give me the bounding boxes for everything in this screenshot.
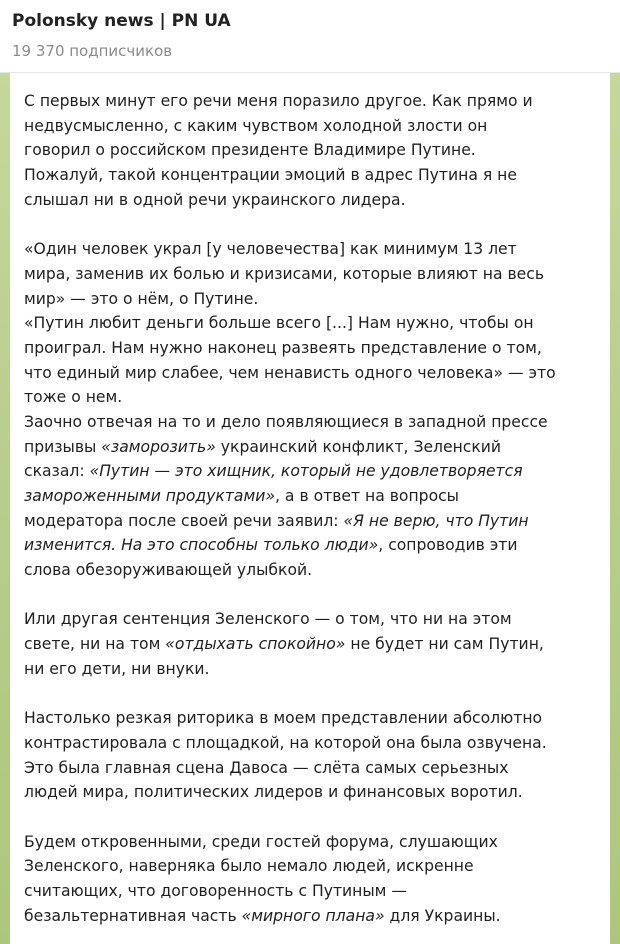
message-line	[24, 361, 594, 386]
italic-quote: замороженными продуктами»	[24, 487, 276, 505]
text-segment: безальтернативная часть	[24, 906, 242, 925]
italic-quote: «мирного плана»	[241, 906, 385, 925]
text-segment: Или другая сентенция Зеленского — о том, что ни на этом	[24, 610, 512, 629]
text-segment: что единый мир слабее, чем ненависть одного человека» — это	[24, 363, 556, 382]
text-segment: контрастировала с площадкой, на которой она была озвучена.	[24, 733, 547, 752]
message-line	[24, 287, 594, 312]
text-segment: недвусмысленно, с каким чувством холодной злости он	[24, 116, 488, 135]
message-line	[24, 114, 594, 139]
message-line	[24, 657, 594, 682]
message-line	[24, 459, 594, 484]
message-line	[24, 706, 594, 731]
text-segment: для Украины.	[384, 906, 501, 925]
text-segment: мира, заменив их болью и кризисами, которые влияют на весь	[24, 264, 545, 283]
text-segment: проиграл. Нам нужно наконец развеять представление о том,	[24, 338, 542, 357]
message-text	[24, 89, 594, 928]
text-segment: слышал ни в одной речи украинского лидера.	[24, 190, 406, 209]
message-line	[24, 632, 594, 657]
text-segment: С первых минут его речи меня поразило другое. Как прямо и	[24, 92, 533, 110]
text-segment: украинский конфликт, Зеленский	[215, 437, 502, 456]
text-segment: слова обезоруживающей улыбкой.	[24, 561, 313, 580]
message-line	[24, 780, 594, 805]
text-segment: «Один человек украл [у человечества] как минимум 13 лет	[24, 240, 517, 259]
message-line	[24, 385, 594, 410]
message-line	[24, 435, 594, 460]
text-segment: Будем откровенными, среди гостей форума, слушающих	[24, 832, 498, 851]
message-line	[24, 879, 594, 904]
message-line	[24, 830, 594, 855]
message-line	[24, 533, 594, 558]
italic-quote: «заморозить»	[101, 437, 216, 456]
italic-quote: «Путин — это хищник, который не удовлетворяется	[89, 462, 523, 481]
italic-quote: «Я не верю, что Путин	[343, 511, 529, 530]
message-line	[24, 904, 594, 929]
message-line	[24, 410, 594, 435]
message-line	[24, 163, 594, 188]
text-segment: ни его дети, ни внуки.	[24, 659, 210, 678]
text-segment: говорил о российском президенте Владимире Путине.	[24, 141, 476, 160]
text-segment: Пожалуй, такой концентрации эмоций в адрес Путина я не	[24, 166, 517, 185]
text-segment: Заочно отвечая на то и дело появляющиеся в западной прессе	[24, 412, 548, 431]
text-segment: мир» — это о нём, о Путине.	[24, 289, 259, 308]
text-segment: Это была главная сцена Давоса — слёта самых серьезных	[24, 758, 509, 777]
italic-quote: изменится. На это способны только люди»	[24, 536, 379, 555]
text-segment: призывы	[24, 437, 102, 456]
text-segment: сказал:	[24, 462, 90, 481]
text-segment: Настолько резкая риторика в моем представлении абсолютно	[24, 709, 543, 728]
chat-background	[0, 73, 620, 944]
message-line	[24, 237, 594, 262]
message-line	[24, 484, 594, 509]
message-line	[24, 731, 594, 756]
text-segment: людей мира, политических лидеров и финансовых воротил.	[24, 783, 523, 802]
paragraph-gap	[24, 805, 594, 830]
message-line	[24, 188, 594, 213]
text-segment: «Путин любит деньги больше всего [...] Нам нужно, чтобы он	[24, 314, 534, 333]
message-line	[24, 336, 594, 361]
message-line	[24, 89, 594, 114]
text-segment: , а в ответ на вопросы	[275, 487, 459, 505]
channel-title[interactable]: Polonsky news | PN UA	[12, 11, 231, 31]
text-segment: свете, ни на том	[24, 635, 166, 654]
text-segment: Зеленского, наверняка было немало людей, искренне	[24, 857, 474, 876]
channel-header[interactable]	[0, 0, 620, 73]
message-line	[24, 262, 594, 287]
message-line	[24, 509, 594, 534]
message-line	[24, 311, 594, 336]
message-line	[24, 854, 594, 879]
text-segment: не будет ни сам Путин,	[345, 635, 544, 654]
text-segment: тоже о нем.	[24, 388, 123, 407]
paragraph-gap	[24, 682, 594, 707]
text-segment: , сопроводив эти	[378, 536, 518, 555]
paragraph-gap	[24, 212, 594, 237]
text-segment: считающих, что договоренность с Путиным —	[24, 882, 407, 900]
italic-quote: «отдыхать спокойно»	[165, 635, 346, 654]
message-bubble[interactable]	[10, 73, 610, 944]
message-line	[24, 756, 594, 781]
paragraph-gap	[24, 583, 594, 608]
subscriber-count: 19 370 подписчиков	[12, 42, 173, 60]
text-segment: модератора после своей речи заявил:	[24, 511, 344, 530]
message-line	[24, 558, 594, 583]
message-line	[24, 138, 594, 163]
message-line	[24, 607, 594, 632]
